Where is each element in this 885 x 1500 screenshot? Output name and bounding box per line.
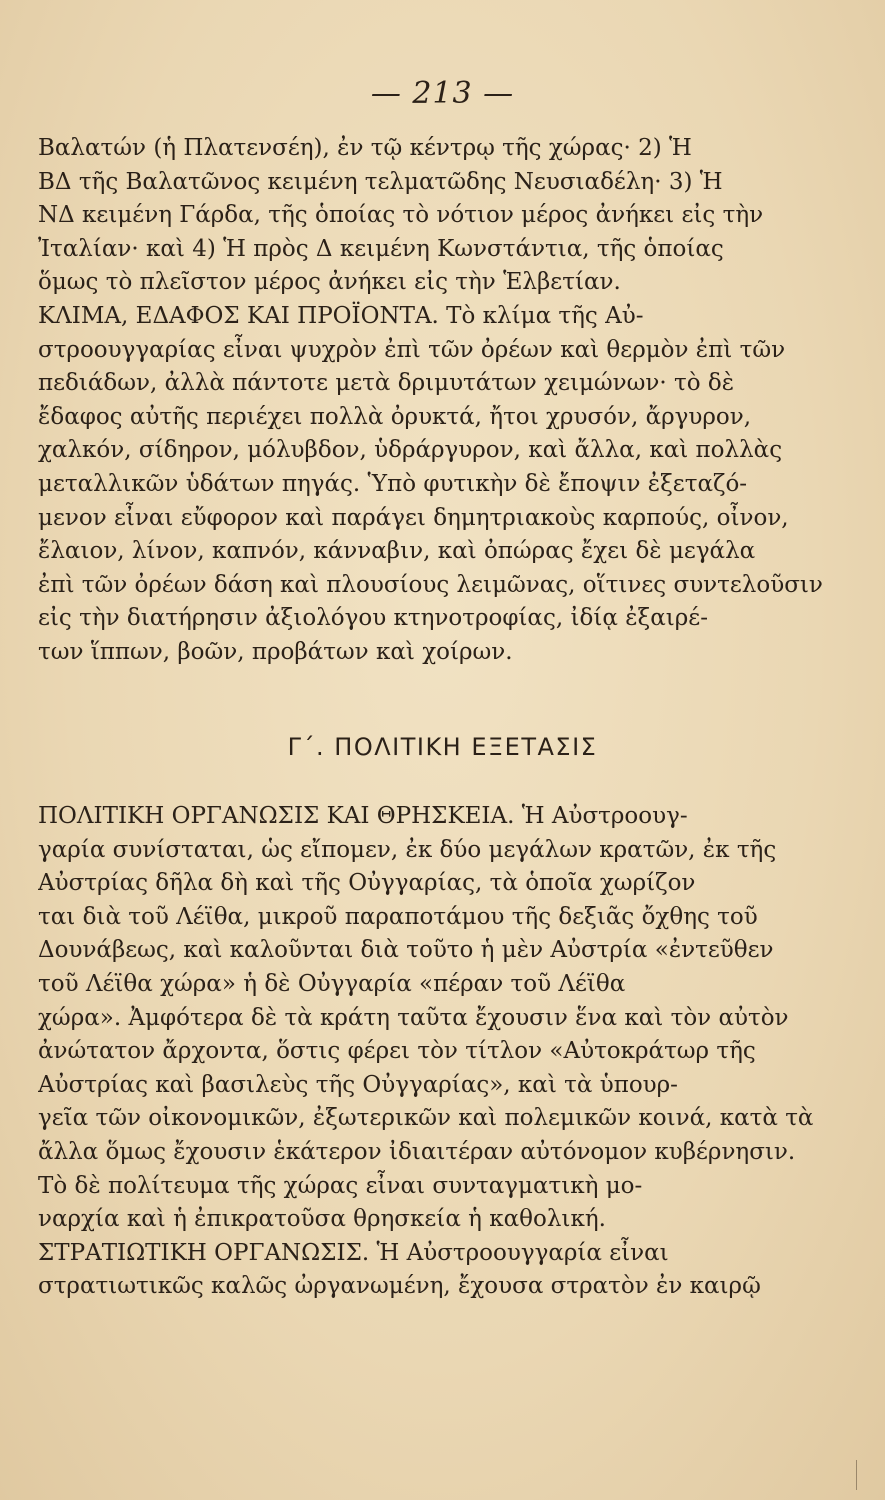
text-line: πεδιάδων, ἀλλὰ πάντοτε μετὰ δριμυτάτων χειμώνων· τὸ δὲ [38,370,735,397]
text-line: μενον εἶναι εὔφορον καὶ παράγει δημητριακοὺς καρπούς, οἶνον, [38,504,789,531]
text-line: γαρία συνίσταται, ὡς εἴπομεν, ἐκ δύο μεγάλων κρατῶν, ἐκ τῆς [38,836,777,863]
text-line: τοῦ Λέϊθα χώρα» ἡ δὲ Οὐγγαρία «πέραν τοῦ Λέϊθα [38,970,626,997]
text-line: των ἵππων, βοῶν, προβάτων καὶ χοίρων. [38,638,513,665]
page-number: — 213 — [370,76,515,111]
text-line: ὅμως τὸ πλεῖστον μέρος ἀνήκει εἰς τὴν Ἑλβετίαν. [38,269,621,296]
text-line: ΒΔ τῆς Βαλατῶνος κειμένη τελματῶδης Νευσιαδέλη· 3) Ἡ [38,168,723,195]
text-line: μεταλλικῶν ὑδάτων πηγάς. Ὑπὸ φυτικὴν δὲ ἔποψιν ἐξεταζό- [38,470,748,497]
text-line: ἐπὶ τῶν ὀρέων δάση καὶ πλουσίους λειμῶνας, οἵτινες συντελοῦσιν [38,571,823,598]
text-line: εἰς τὴν διατήρησιν ἀξιολόγου κτηνοτροφίας, ἰδίᾳ ἐξαιρέ- [38,605,708,632]
text-line: ΚΛΙΜΑ, ΕΔΑΦΟΣ ΚΑΙ ΠΡΟΪΟΝΤΑ. Τὸ κλίμα τῆς Αὐ- [38,302,644,329]
text-line: Ἰταλίαν· καὶ 4) Ἡ πρὸς Δ κειμένη Κωνστάντια, τῆς ὁποίας [38,235,724,262]
text-line: ΠΟΛΙΤΙΚΗ ΟΡΓΑΝΩΣΙΣ ΚΑΙ ΘΡΗΣΚΕΙΑ. Ἡ Αὐστροουγ- [38,803,688,829]
text-line: Αὐστρίας δῆλα δὴ καὶ τῆς Οὐγγαρίας, τὰ ὁποῖα χωρίζον [38,870,696,897]
text-line: ἔλαιον, λίνον, καπνόν, κάνναβιν, καὶ ὀπώρας ἔχει δὲ μεγάλα [38,538,756,565]
text-line: ναρχία καὶ ἡ ἐπικρατοῦσα θρησκεία ἡ καθολική. [38,1206,606,1233]
paragraph-political [38,800,850,1304]
text-line: ται διὰ τοῦ Λέϊθα, μικροῦ παραποτάμου τῆς δεξιᾶς ὄχθης τοῦ [38,903,758,930]
paragraph-lakes-climate [38,132,850,670]
text-line: Δουνάβεως, καὶ καλοῦνται διὰ τοῦτο ἡ μὲν Αὐστρία «ἐντεῦθεν [38,937,774,964]
text-line: στρατιωτικῶς καλῶς ὠργανωμένη, ἔχουσα στρατὸν ἐν καιρῷ [38,1273,761,1300]
text-line: Τὸ δὲ πολίτευμα τῆς χώρας εἶναι συνταγματικὴ μο- [38,1172,643,1199]
text-line: χαλκόν, σίδηρον, μόλυβδον, ὑδράργυρον, καὶ ἄλλα, καὶ πολλὰς [38,437,783,464]
text-line: Βαλατών (ἡ Πλατενσέη), ἐν τῷ κέντρῳ τῆς χώρας· 2) Ἡ [38,135,692,161]
text-line: στροουγγαρίας εἶναι ψυχρὸν ἐπὶ τῶν ὀρέων καὶ θερμὸν ἐπὶ τῶν [38,336,786,363]
text-line: χώρα». Ἀμφότερα δὲ τὰ κράτη ταῦτα ἔχουσιν ἕνα καὶ τὸν αὐτὸν [38,1004,789,1031]
margin-pencil-mark [856,1460,863,1490]
text-line: ἀνώτατον ἄρχοντα, ὅστις φέρει τὸν τίτλον «Αὐτοκράτωρ τῆς [38,1038,756,1065]
text-line: ἔδαφος αὐτῆς περιέχει πολλὰ ὀρυκτά, ἤτοι χρυσόν, ἄργυρον, [38,403,752,430]
text-line: Αὐστρίας καὶ βασιλεὺς τῆς Οὐγγαρίας», καὶ τὰ ὑπουρ- [38,1071,678,1098]
text-line: γεῖα τῶν οἰκονομικῶν, ἐξωτερικῶν καὶ πολεμικῶν κοινά, κατὰ τὰ [38,1105,814,1132]
section-heading: Γ΄. ΠΟΛΙΤΙΚΗ ΕΞΕΤΑΣΙΣ [287,733,598,761]
text-line: ἄλλα ὅμως ἔχουσιν ἑκάτερον ἰδιαιτέραν αὐτόνομον κυβέρνησιν. [38,1138,796,1165]
text-line: ΝΔ κειμένη Γάρδα, τῆς ὁποίας τὸ νότιον μέρος ἀνήκει εἰς τὴν [38,202,764,229]
text-line: ΣΤΡΑΤΙΩΤΙΚΗ ΟΡΓΑΝΩΣΙΣ. Ἡ Αὐστροουγγαρία εἶναι [38,1239,669,1266]
